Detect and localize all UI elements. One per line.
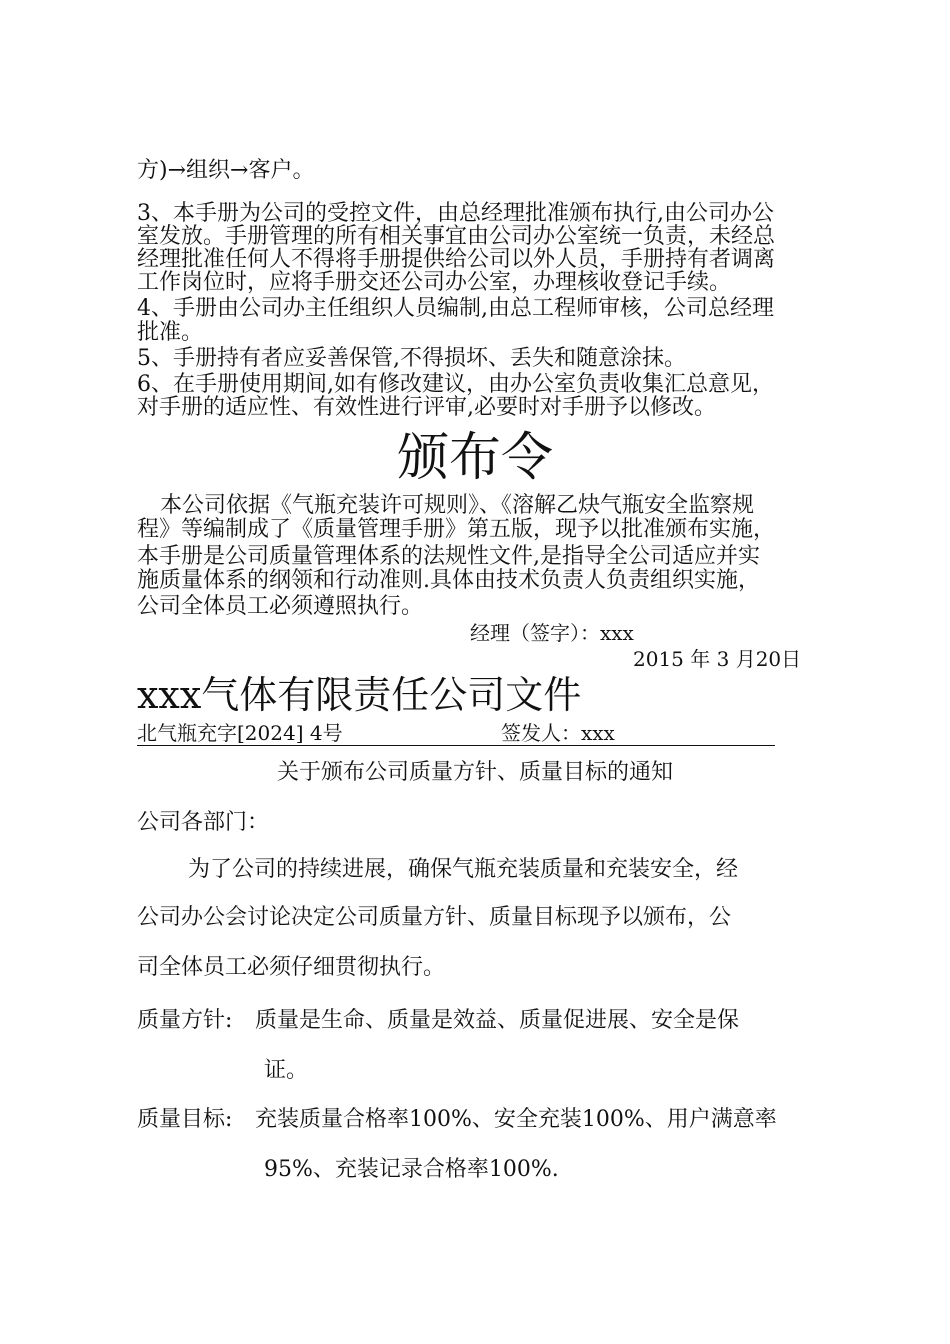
manual-rule-line: 5、手册持有者应妥善保管,不得损坏、丢失和随意涂抹。 (137, 346, 686, 371)
manual-rule-line: 对手册的适应性、有效性进行评审,必要时对手册予以修改。 (137, 395, 716, 420)
notice-body-line: 为了公司的持续进展，确保气瓶充装质量和充装安全，经 (188, 857, 739, 882)
quality-policy-text: 质量是生命、质量是效益、质量促进展、安全是保 (255, 1008, 740, 1033)
manual-rule-line: 6、在手册使用期间,如有修改建议，由办公室负责收集汇总意见， (137, 372, 774, 397)
document-number: 北气瓶充字[2024] 4号 (137, 721, 343, 745)
manual-rule-line: 经理批准任何人不得将手册提供给公司以外人员，手册持有者调离 (137, 247, 776, 272)
decree-body-line: 本手册是公司质量管理体系的法规性文件,是指导全公司适应并实 (137, 544, 760, 569)
manual-rule-line: 工作岗位时，应将手册交还公司办公室，办理核收登记手续。 (137, 270, 732, 295)
quality-policy-label: 质量方针: (137, 1008, 233, 1033)
manual-rule-line: 室发放。手册管理的所有相关事宜由公司办公室统一负责，未经总 (137, 224, 776, 249)
quality-objective-text: 95%、充装记录合格率100%. (264, 1157, 559, 1182)
decree-date: 2015 年 3 月20日 (633, 647, 802, 671)
manager-signature: 经理（签字）：xxx (470, 621, 634, 645)
document-number-row (137, 722, 775, 746)
manual-rule-line: 方)→组织→客户。 (137, 158, 315, 183)
issuer: 签发人：xxx (501, 721, 615, 745)
notice-title: 关于颁布公司质量方针、质量目标的通知 (276, 760, 673, 785)
company-document-title: xxx气体有限责任公司文件 (137, 673, 582, 717)
decree-body-line: 程》等编制成了《质量管理手册》第五版，现予以批准颁布实施， (137, 517, 776, 542)
salutation: 公司各部门： (137, 810, 270, 835)
manual-rule-line: 3、本手册为公司的受控文件，由总经理批准颁布执行,由公司办公 (137, 201, 774, 226)
decree-body-line: 本公司依据《气瓶充装许可规则》、《溶解乙炔气瓶安全监察规 (160, 493, 755, 518)
quality-objective-text: 充装质量合格率100%、安全充装100%、用户满意率 (255, 1107, 777, 1132)
manual-rule-line: 4、手册由公司办主任组织人员编制,由总工程师审核，公司总经理 (137, 296, 774, 321)
decree-title: 颁布令 (396, 428, 553, 488)
notice-body-line: 公司办公会讨论决定公司质量方针、质量目标现予以颁布，公 (137, 905, 732, 930)
notice-body-line: 司全体员工必须仔细贯彻执行。 (137, 955, 446, 980)
manual-rule-line: 批准。 (137, 320, 204, 345)
decree-body-line: 施质量体系的纲领和行动准则.具体由技术负责人负责组织实施， (137, 568, 760, 593)
quality-policy-text: 证。 (264, 1058, 309, 1083)
decree-body-line: 公司全体员工必须遵照执行。 (137, 594, 424, 619)
quality-objective-label: 质量目标: (137, 1107, 233, 1132)
